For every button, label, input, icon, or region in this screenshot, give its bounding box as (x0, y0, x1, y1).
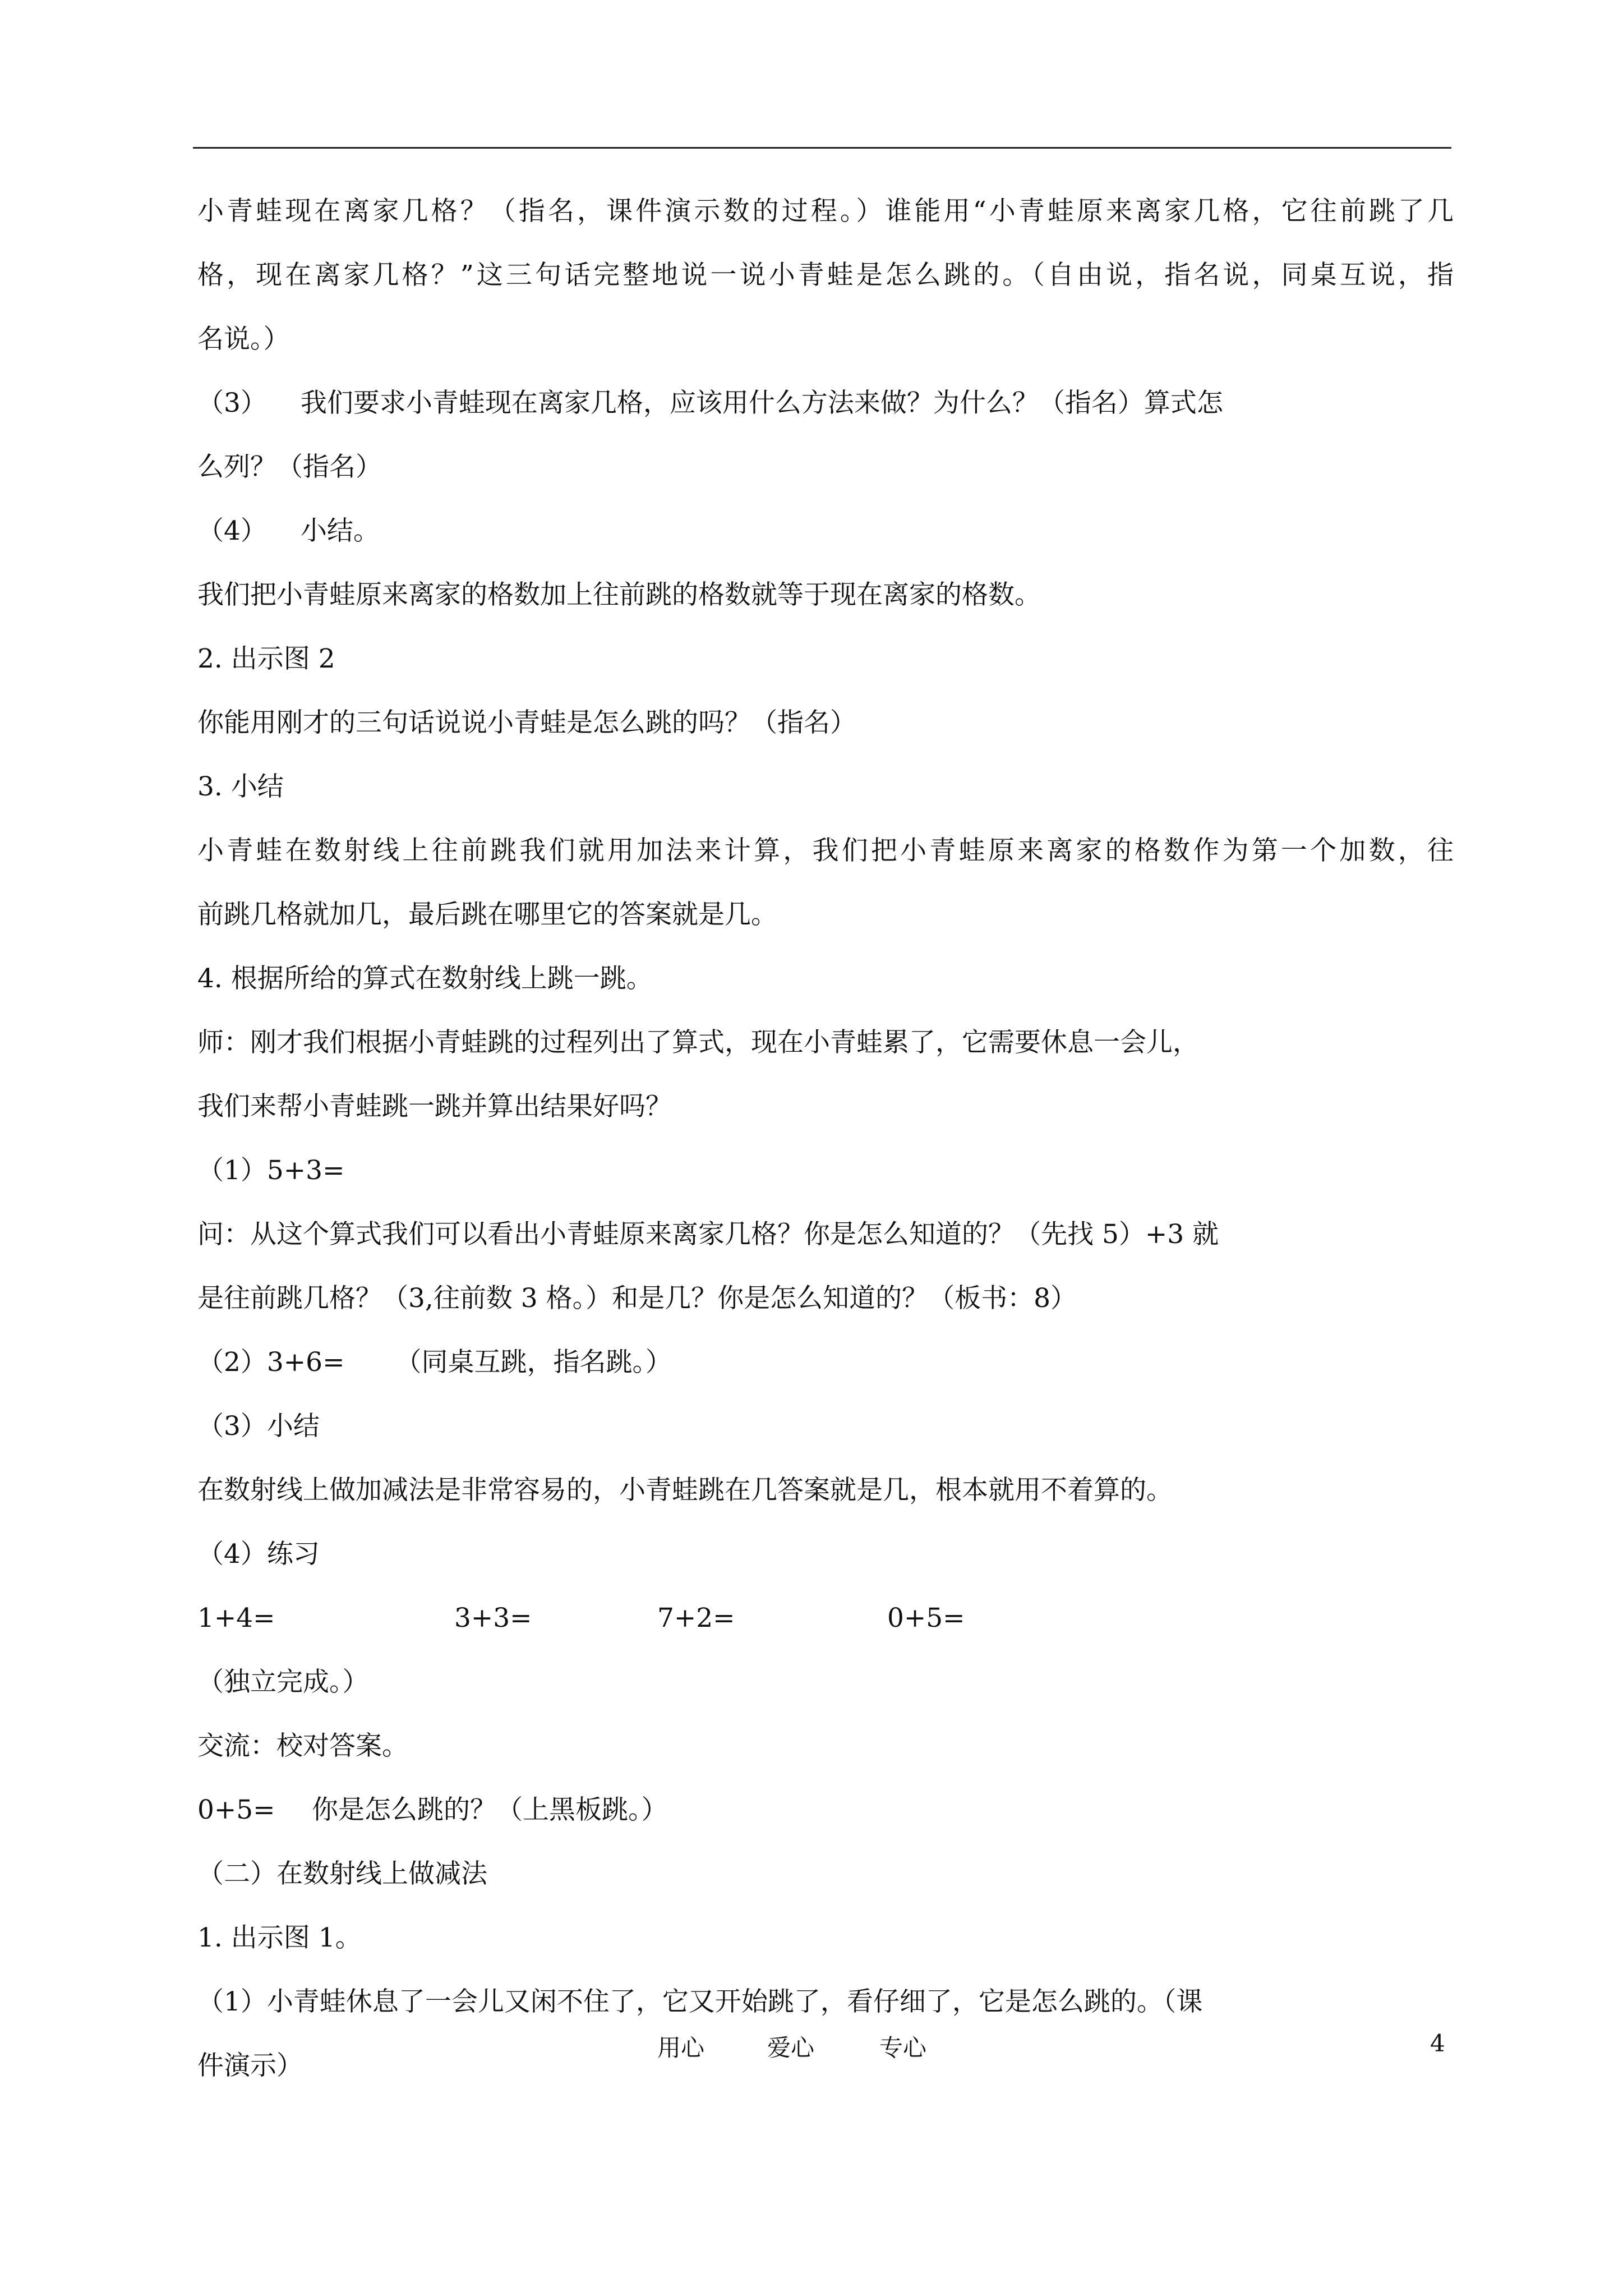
text-line (197, 371, 1454, 435)
equation: 0+5= (197, 1795, 275, 1825)
text-line: 名说。） (197, 324, 290, 355)
text-line: 我们来帮小青蛙跳一跳并算出结果好吗？ (197, 1091, 672, 1122)
text-line: 我们把小青蛙原来离家的格数加上往前跳的格数就等于现在离家的格数。 (197, 579, 1041, 610)
exercise-equation: 3+3= (454, 1603, 532, 1634)
page-footer (0, 2030, 1623, 2063)
text-line (197, 499, 1454, 563)
text-line: （1）小青蛙休息了一会儿又闲不住了，它又开始跳了，看仔细了，它是怎么跳的。（课 (197, 1986, 1203, 2017)
exercise-equation: 7+2= (657, 1603, 735, 1634)
equation: （2）3+6= (197, 1347, 345, 1378)
text-line: 1. 出示图 1。 (197, 1922, 362, 1953)
text-line: 交流：校对答案。 (197, 1731, 408, 1761)
footer-text: 用心 (657, 2034, 705, 2062)
text-line: （1）5+3= (197, 1155, 345, 1186)
text-line (197, 1778, 1454, 1842)
text-line: 是往前跳几格？（3,往前数 3 格。）和是几？你是怎么知道的？（板书：8） (197, 1283, 1077, 1314)
section-heading: （二）在数射线上做减法 (197, 1858, 487, 1889)
text-line: 你能用刚才的三句话说说小青蛙是怎么跳的吗？（指名） (197, 707, 856, 738)
text-line: 4. 根据所给的算式在数射线上跳一跳。 (197, 963, 653, 994)
text-segment: 我们要求小青蛙现在离家几格，应该用什么方法来做？为什么？（指名）算式怎 (300, 388, 1223, 418)
list-marker: （3） (197, 388, 267, 418)
page-number: 4 (1430, 2030, 1445, 2057)
text-segment: （同桌互跳，指名跳。） (395, 1347, 672, 1378)
text-segment: 你是怎么跳的？（上黑板跳。） (312, 1795, 668, 1825)
text-line: 件演示） (197, 2050, 303, 2081)
list-marker: （4） (197, 516, 267, 546)
text-line: 小青蛙在数射线上往前跳我们就用加法来计算，我们把小青蛙原来离家的格数作为第一个加数，往 (197, 835, 1454, 866)
text-line: 前跳几格就加几，最后跳在哪里它的答案就是几。 (197, 899, 777, 930)
text-line: 师：刚才我们根据小青蛙跳的过程列出了算式，现在小青蛙累了，它需要休息一会儿， (197, 1027, 1199, 1058)
footer-text: 专心 (879, 2034, 927, 2062)
text-line: 在数射线上做加减法是非常容易的，小青蛙跳在几答案就是几，根本就用不着算的。 (197, 1475, 1173, 1506)
document-body (197, 180, 1454, 2098)
header-rule (193, 147, 1451, 149)
text-line: （4）练习 (197, 1539, 320, 1570)
text-line: 格，现在离家几格？”这三句话完整地说一说小青蛙是怎么跳的。（自由说，指名说，同桌互说，指 (197, 260, 1454, 291)
text-line (197, 1331, 1454, 1395)
exercise-row (197, 1586, 1454, 1650)
footer-text: 爱心 (767, 2034, 815, 2062)
text-line: 问：从这个算式我们可以看出小青蛙原来离家几格？你是怎么知道的？（先找 5）+3 就 (197, 1219, 1219, 1250)
text-segment: 小结。 (300, 516, 380, 546)
text-line: 3. 小结 (197, 771, 284, 802)
text-line: 么列？（指名） (197, 452, 382, 482)
text-line: （3）小结 (197, 1411, 320, 1442)
text-line: （独立完成。） (197, 1667, 369, 1697)
text-line: 2. 出示图 2 (197, 643, 335, 674)
text-line: 小青蛙现在离家几格？（指名，课件演示数的过程。）谁能用“小青蛙原来离家几格，它往前跳了几 (197, 196, 1454, 227)
exercise-equation: 0+5= (887, 1603, 965, 1634)
exercise-equation: 1+4= (197, 1603, 275, 1634)
